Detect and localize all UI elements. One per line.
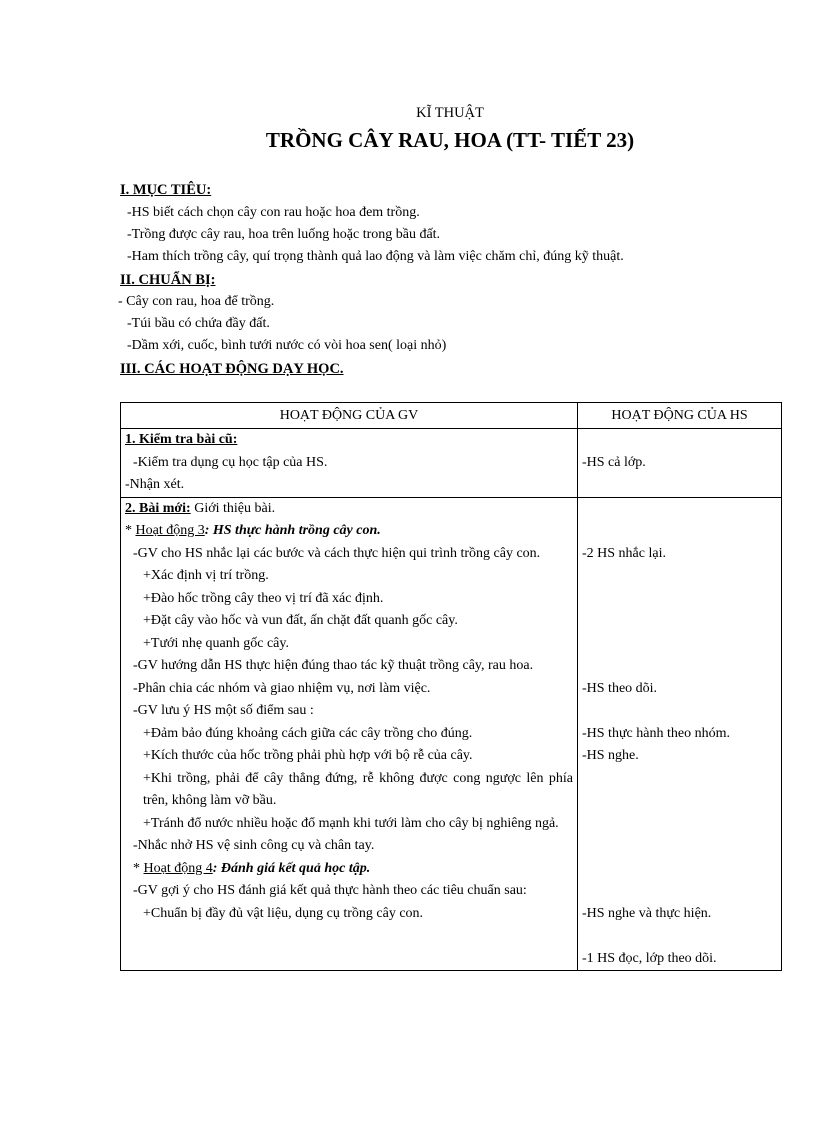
hs-cell-review bbox=[578, 429, 782, 498]
preparation-heading: II. CHUẨN BỊ: bbox=[120, 272, 216, 288]
bullet-star: * bbox=[125, 523, 136, 538]
gv-line: -GV gợi ý cho HS đánh giá kết quả thực hành theo các tiêu chuẩn sau: bbox=[133, 883, 527, 898]
preparation-item: -Túi bầu có chứa đầy đất. bbox=[127, 316, 270, 331]
intro-text: Giới thiệu bài. bbox=[190, 500, 276, 516]
gv-cell-new-lesson bbox=[121, 497, 578, 971]
hs-cell-new-lesson bbox=[578, 497, 782, 971]
objective-item: -Ham thích trồng cây, quí trọng thành quả lao động và làm việc chăm chỉ, đúng kỹ thuật. bbox=[127, 249, 624, 264]
section1-heading: 1. Kiểm tra bài cũ: bbox=[125, 432, 238, 447]
note-item: +Đảm bảo đúng khoảng cách giữa các cây trồng cho đúng. bbox=[143, 725, 473, 741]
objective-item: -HS biết cách chọn cây con rau hoặc hoa đem trồng. bbox=[127, 205, 420, 220]
activity4-title: : Đánh giá kết quả học tập. bbox=[212, 860, 371, 876]
gv-cell-review bbox=[121, 429, 578, 498]
gv-line: -GV cho HS nhắc lại các bước và cách thực hiện qui trình trồng cây con. bbox=[133, 545, 541, 561]
section2-heading-line bbox=[125, 498, 573, 521]
preparation-item: -Dầm xới, cuốc, bình tưới nước có vòi hoa sen( loại nhỏ) bbox=[127, 338, 447, 353]
gv-line: -GV lưu ý HS một số điểm sau : bbox=[133, 703, 314, 718]
gv-line: -GV hướng dẫn HS thực hiện đúng thao tác kỹ thuật trồng cây, rau hoa. bbox=[133, 658, 534, 673]
table-row bbox=[121, 429, 782, 498]
step-item: +Tưới nhẹ quanh gốc cây. bbox=[143, 635, 289, 651]
hs-line: -HS nghe. bbox=[582, 748, 639, 763]
note-item: +Kích thước của hốc trồng phải phù hợp với bộ rễ của cây. bbox=[143, 748, 473, 763]
hs-line: -HS nghe và thực hiện. bbox=[582, 905, 712, 921]
hs-line: -1 HS đọc, lớp theo dõi. bbox=[582, 950, 717, 966]
step-item: +Xác định vị trí trồng. bbox=[143, 568, 269, 583]
bullet-star: * bbox=[133, 860, 144, 876]
hs-line: -HS theo dõi. bbox=[582, 680, 658, 696]
criteria-item: +Chuẩn bị đầy đủ vật liệu, dụng cụ trồng cây con. bbox=[143, 905, 424, 921]
gv-line: -Nhận xét. bbox=[125, 477, 185, 492]
section2-heading: 2. Bài mới: bbox=[125, 500, 191, 516]
activity3-title: : HS thực hành trồng cây con. bbox=[204, 523, 381, 538]
note-item: +Khi trồng, phải để cây thẳng đứng, rễ không được cong ngược lên phía trên, không làm vỡ bầu. bbox=[143, 770, 573, 808]
preparation-item: - Cây con rau, hoa để trồng. bbox=[118, 294, 275, 309]
hs-line: -2 HS nhắc lại. bbox=[582, 545, 666, 561]
activity4-line bbox=[125, 858, 573, 881]
table-header-row bbox=[121, 403, 782, 429]
step-item: +Đặt cây vào hốc và vun đất, ấn chặt đất quanh gốc cây. bbox=[143, 613, 458, 628]
hs-line: -HS cả lớp. bbox=[582, 454, 646, 470]
activities-table bbox=[120, 402, 782, 971]
gv-line: -Phân chia các nhóm và giao nhiệm vụ, nơi làm việc. bbox=[133, 680, 431, 696]
gv-line: -Kiểm tra dụng cụ học tập của HS. bbox=[133, 454, 328, 470]
step-item: +Đào hốc trồng cây theo vị trí đã xác định. bbox=[143, 590, 384, 606]
note-item: +Tránh đổ nước nhiều hoặc đổ mạnh khi tưới làm cho cây bị nghiêng ngả. bbox=[143, 815, 559, 831]
activity3-label: Hoạt động 3 bbox=[135, 523, 205, 538]
objectives-heading: I. MỤC TIÊU: bbox=[120, 182, 212, 198]
activity4-label: Hoạt động 4 bbox=[143, 860, 213, 876]
objective-item: -Trồng được cây rau, hoa trên luống hoặc trong bầu đất. bbox=[127, 227, 441, 242]
gv-line: -Nhắc nhở HS vệ sinh công cụ và chân tay. bbox=[133, 838, 375, 853]
subject-label: KĨ THUẬT bbox=[416, 105, 484, 121]
hs-line: -HS thực hành theo nhóm. bbox=[582, 725, 730, 741]
gv-column-header: HOẠT ĐỘNG CỦA GV bbox=[121, 403, 578, 429]
hs-column-header: HOẠT ĐỘNG CỦA HS bbox=[578, 403, 782, 429]
table-row bbox=[121, 497, 782, 971]
activity3-line bbox=[125, 520, 573, 543]
page-title: TRỒNG CÂY RAU, HOA (TT- TIẾT 23) bbox=[265, 128, 635, 152]
activities-heading: III. CÁC HOẠT ĐỘNG DẠY HỌC. bbox=[120, 361, 344, 377]
